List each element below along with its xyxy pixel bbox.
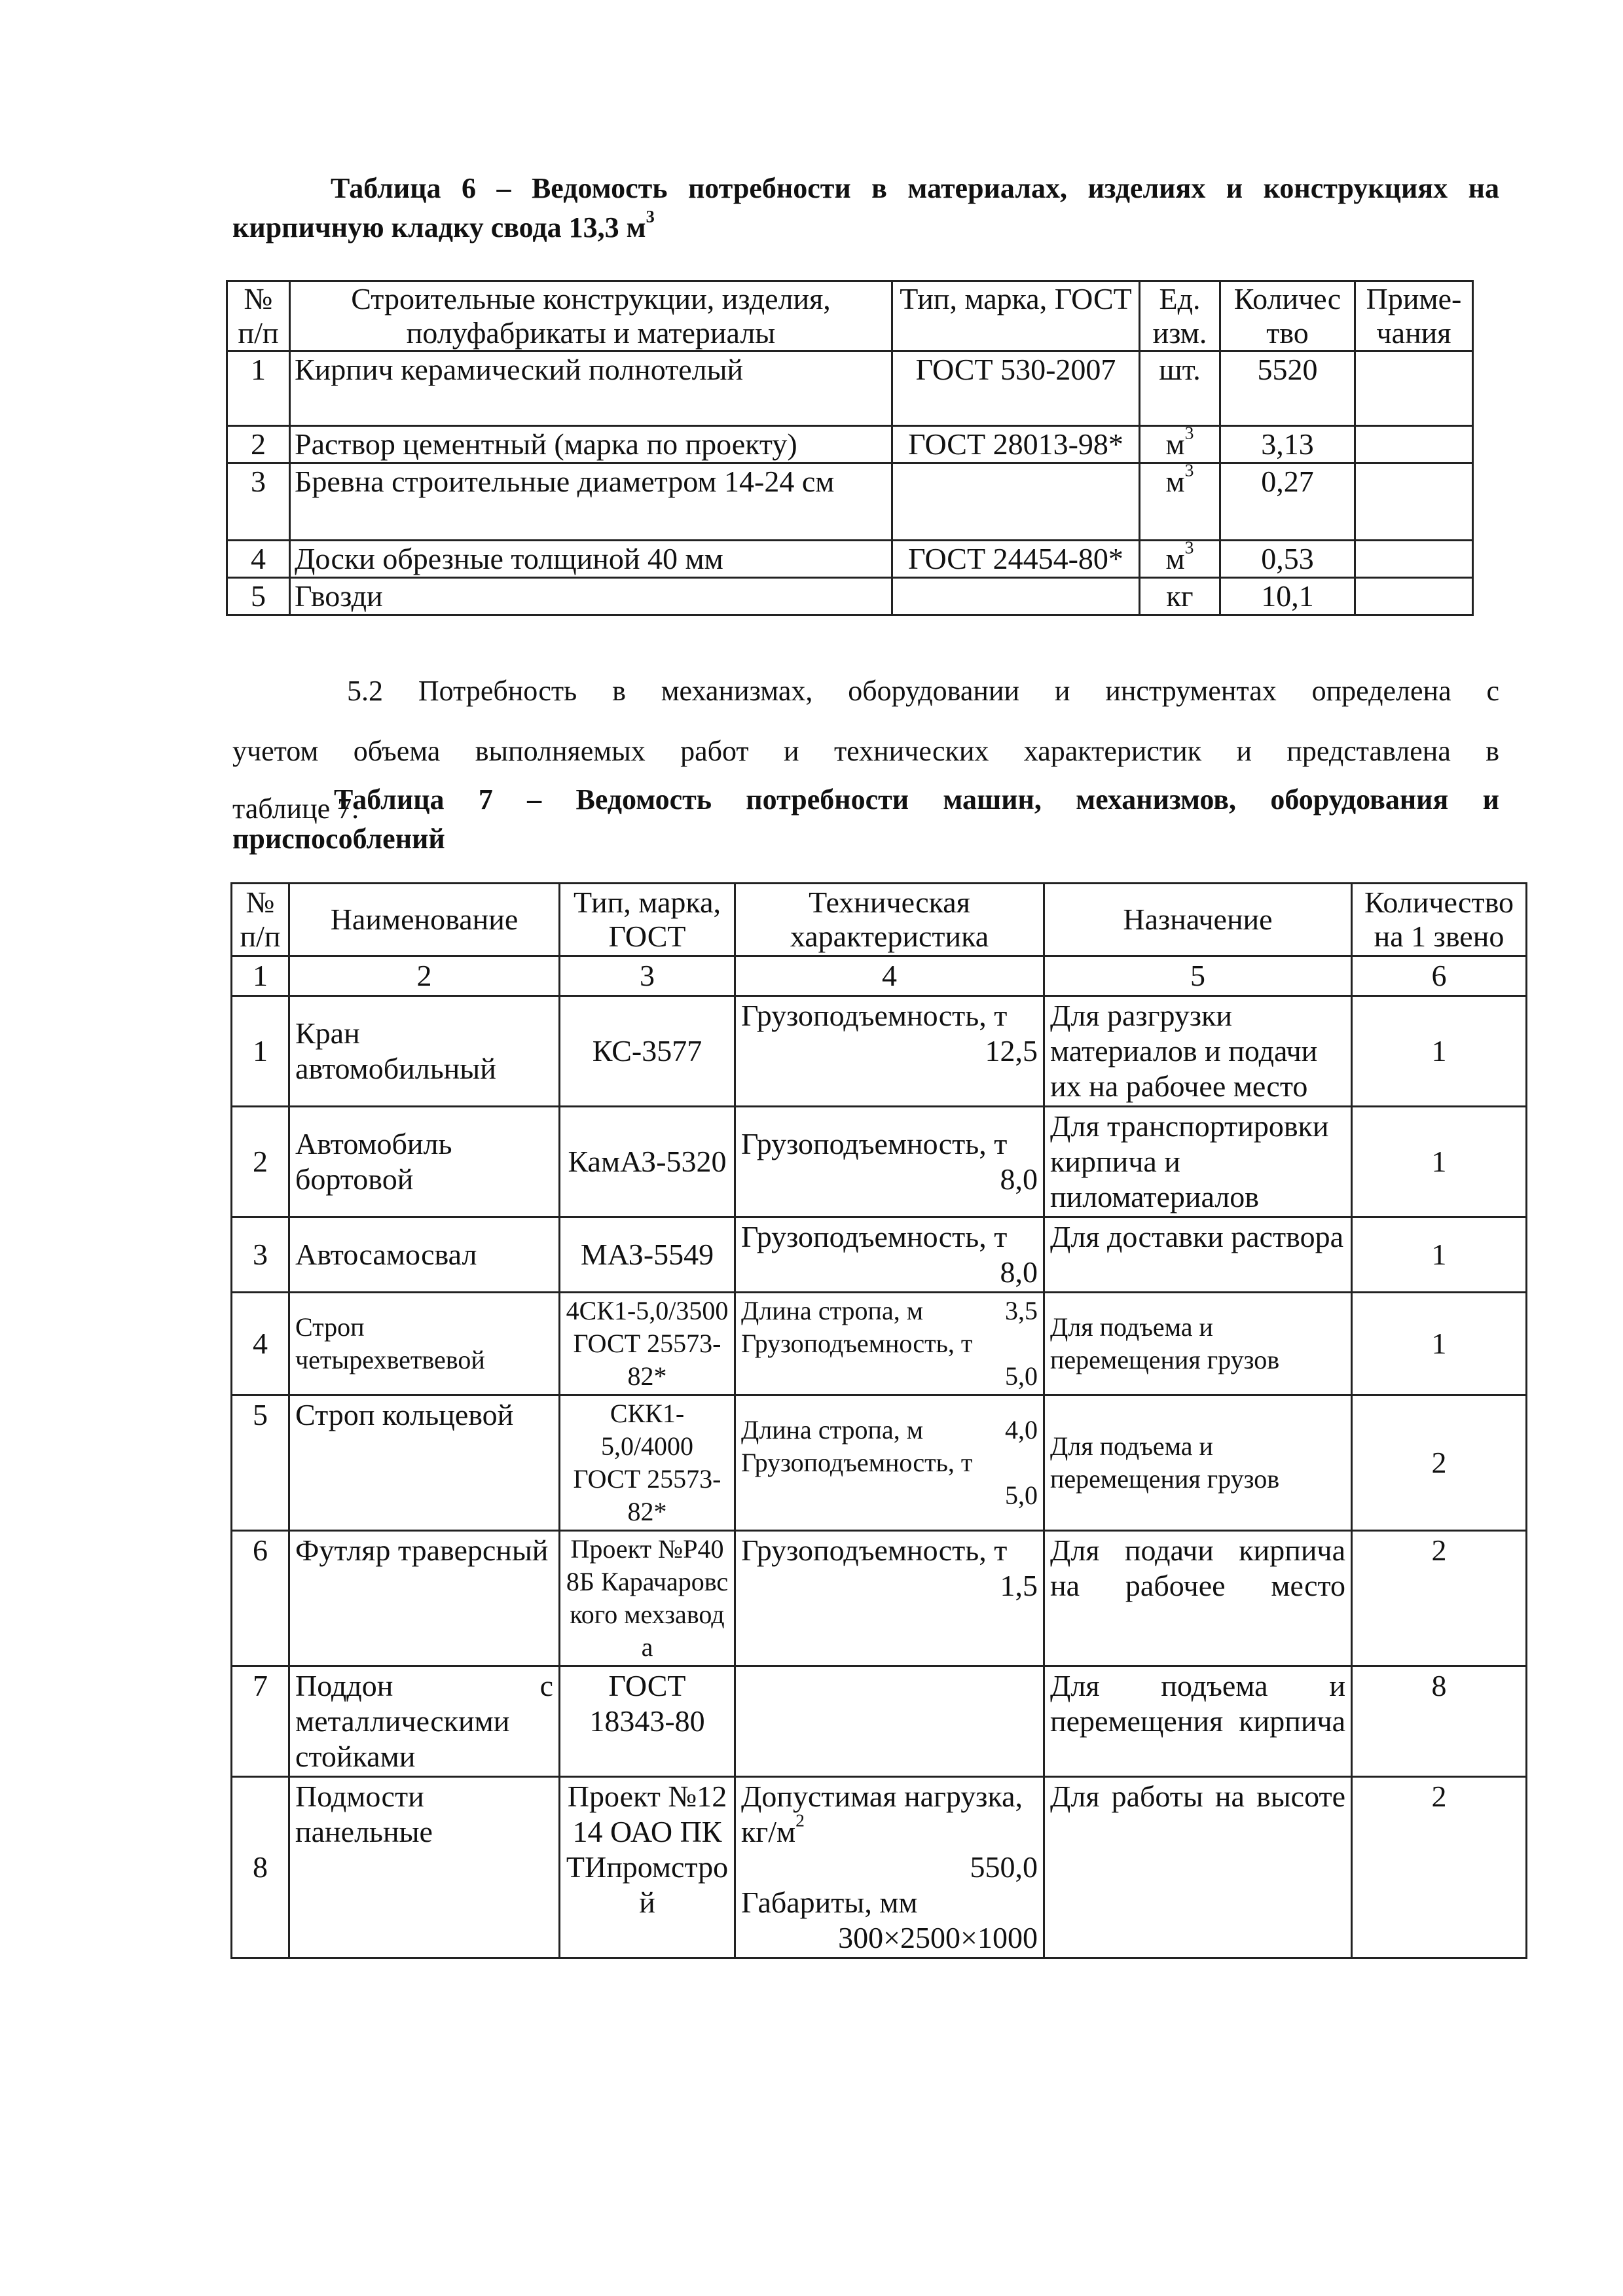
material-type	[892, 463, 1140, 541]
row-number: 2	[232, 1107, 289, 1217]
table-row	[227, 426, 1473, 463]
table-row	[232, 1107, 1527, 1217]
quantity: 0,27	[1220, 463, 1355, 541]
row-number: 4	[227, 541, 290, 578]
equipment-name: Кран автомобильный	[289, 996, 560, 1107]
equipment-table	[230, 882, 1527, 1959]
column-number: 3	[560, 956, 735, 996]
equipment-purpose: Для транспортировки кирпича и пиломатериалов	[1044, 1107, 1352, 1217]
equipment-spec: Грузоподъемность, т 8,0	[735, 1107, 1044, 1217]
equipment-purpose: Для подачи кирпича на рабочее место	[1044, 1531, 1352, 1666]
table-row	[232, 1293, 1527, 1395]
row-number: 3	[227, 463, 290, 541]
table-row	[232, 1217, 1527, 1293]
row-number: 4	[232, 1293, 289, 1395]
material-name: Гвозди	[290, 578, 892, 615]
table-row	[232, 1777, 1527, 1958]
equipment-spec	[735, 1666, 1044, 1777]
equipment-name: Подмости панельные	[289, 1777, 560, 1958]
paragraph-line: 5.2 Потребность в механизмах, оборудовании и инструментах определена с	[347, 675, 1499, 707]
header-cell: Строительные конструкции, изделия, полуфабрикаты и материалы	[290, 281, 892, 351]
equipment-name: Автомобиль бортовой	[289, 1107, 560, 1217]
note	[1355, 541, 1473, 578]
row-number: 2	[227, 426, 290, 463]
equipment-quantity: 2	[1352, 1531, 1527, 1666]
equipment-name: Футляр траверсный	[289, 1531, 560, 1666]
column-number: 6	[1352, 956, 1527, 996]
equipment-type: Проект №Р408Б Карачаровского мехзавода	[560, 1531, 735, 1666]
equipment-name: Строп четырехветвевой	[289, 1293, 560, 1395]
material-name: Раствор цементный (марка по проекту)	[290, 426, 892, 463]
header-cell: № п/п	[232, 884, 289, 956]
equipment-purpose: Для подъема и перемещения грузов	[1044, 1293, 1352, 1395]
equipment-purpose: Для подъема и перемещения грузов	[1044, 1395, 1352, 1531]
note	[1355, 351, 1473, 426]
equipment-type: Проект №1214 ОАО ПКТИпромстрой	[560, 1777, 735, 1958]
equipment-spec: Грузоподъемность, т 1,5	[735, 1531, 1044, 1666]
caption-superscript: 3	[646, 206, 655, 226]
row-number: 1	[232, 996, 289, 1107]
unit: кг	[1140, 578, 1220, 615]
material-type: ГОСТ 24454-80*	[892, 541, 1140, 578]
column-number: 2	[289, 956, 560, 996]
table-row	[232, 1531, 1527, 1666]
unit: $м^3$	[1140, 426, 1220, 463]
note	[1355, 426, 1473, 463]
quantity: 10,1	[1220, 578, 1355, 615]
quantity: 0,53	[1220, 541, 1355, 578]
row-number: 5	[232, 1395, 289, 1531]
header-cell: Техническая характеристика	[735, 884, 1044, 956]
material-name: Кирпич керамический полнотелый	[290, 351, 892, 426]
equipment-purpose: Для работы на высоте	[1044, 1777, 1352, 1958]
row-number: 1	[227, 351, 290, 426]
material-type	[892, 578, 1140, 615]
header-cell: № п/п	[227, 281, 290, 351]
equipment-quantity: 1	[1352, 996, 1527, 1107]
note	[1355, 578, 1473, 615]
material-type: ГОСТ 530-2007	[892, 351, 1140, 426]
table-row	[232, 996, 1527, 1107]
table-row	[227, 463, 1473, 541]
unit: шт.	[1140, 351, 1220, 426]
equipment-type: КС-3577	[560, 996, 735, 1107]
equipment-spec: Допустимая нагрузка, $кг/м^2$ 550,0 Габариты, мм 300×2500×1000	[735, 1777, 1044, 1958]
equipment-name: Строп кольцевой	[289, 1395, 560, 1531]
table-row	[227, 541, 1473, 578]
header-cell: Тип, марка, ГОСТ	[560, 884, 735, 956]
material-name: Бревна строительные диаметром 14-24 см	[290, 463, 892, 541]
quantity: 3,13	[1220, 426, 1355, 463]
header-cell: Ед. изм.	[1140, 281, 1220, 351]
materials-table	[226, 280, 1474, 616]
equipment-quantity: 1	[1352, 1293, 1527, 1395]
equipment-quantity: 2	[1352, 1777, 1527, 1958]
equipment-type: КамАЗ-5320	[560, 1107, 735, 1217]
equipment-spec: Длина стропа, м 4,0 Грузоподъемность, т 5,0	[735, 1395, 1044, 1531]
table6-caption: Таблица 6 – Ведомость потребности в материалах, изделиях и конструкциях на кирпичную кладку свода 13,3 $м^3$	[232, 172, 1499, 243]
equipment-spec: Грузоподъемность, т 12,5	[735, 996, 1044, 1107]
equipment-quantity: 1	[1352, 1107, 1527, 1217]
equipment-type: ГОСТ 18343-80	[560, 1666, 735, 1777]
row-number: 6	[232, 1531, 289, 1666]
quantity: 5520	[1220, 351, 1355, 426]
unit: $м^3$	[1140, 463, 1220, 541]
equipment-quantity: 1	[1352, 1217, 1527, 1293]
header-cell: Наименование	[289, 884, 560, 956]
column-number: 5	[1044, 956, 1352, 996]
column-number: 4	[735, 956, 1044, 996]
paragraph-line: таблице 7.	[232, 793, 359, 825]
header-cell: Тип, марка, ГОСТ	[892, 281, 1140, 351]
table-row	[227, 578, 1473, 615]
table-row	[232, 1395, 1527, 1531]
equipment-purpose: Для доставки раствора	[1044, 1217, 1352, 1293]
equipment-type: СКК1-5,0/4000 ГОСТ 25573-82*	[560, 1395, 735, 1531]
equipment-name: Поддон с металлическими стойками	[289, 1666, 560, 1777]
header-cell: Количес тво	[1220, 281, 1355, 351]
equipment-type: МАЗ-5549	[560, 1217, 735, 1293]
table-row	[232, 1666, 1527, 1777]
row-number: 7	[232, 1666, 289, 1777]
note	[1355, 463, 1473, 541]
row-number: 8	[232, 1777, 289, 1958]
equipment-type: 4СК1-5,0/3500 ГОСТ 25573-82*	[560, 1293, 735, 1395]
header-cell: Приме-чания	[1355, 281, 1473, 351]
table-header-row	[232, 884, 1527, 956]
material-name: Доски обрезные толщиной 40 мм	[290, 541, 892, 578]
equipment-purpose: Для подъема и перемещения кирпича	[1044, 1666, 1352, 1777]
table-row	[227, 351, 1473, 426]
equipment-quantity: 8	[1352, 1666, 1527, 1777]
column-number-row	[232, 956, 1527, 996]
header-cell: Назначение	[1044, 884, 1352, 956]
column-number: 1	[232, 956, 289, 996]
row-number: 3	[232, 1217, 289, 1293]
table-header-row	[227, 281, 1473, 351]
table7-caption: Таблица 7 – Ведомость потребности машин, механизмов, оборудования и приспособлений	[232, 783, 1499, 855]
equipment-spec: Грузоподъемность, т 8,0	[735, 1217, 1044, 1293]
equipment-name: Автосамосвал	[289, 1217, 560, 1293]
row-number: 5	[227, 578, 290, 615]
equipment-spec: Длина стропа, м 3,5 Грузоподъемность, т 5,0	[735, 1293, 1044, 1395]
material-type: ГОСТ 28013-98*	[892, 426, 1140, 463]
equipment-purpose: Для разгрузки материалов и подачи их на рабочее место	[1044, 996, 1352, 1107]
unit: $м^3$	[1140, 541, 1220, 578]
header-cell: Количество на 1 звено	[1352, 884, 1527, 956]
paragraph-line: учетом объема выполняемых работ и технических характеристик и представлена в	[232, 735, 1499, 767]
equipment-quantity: 2	[1352, 1395, 1527, 1531]
